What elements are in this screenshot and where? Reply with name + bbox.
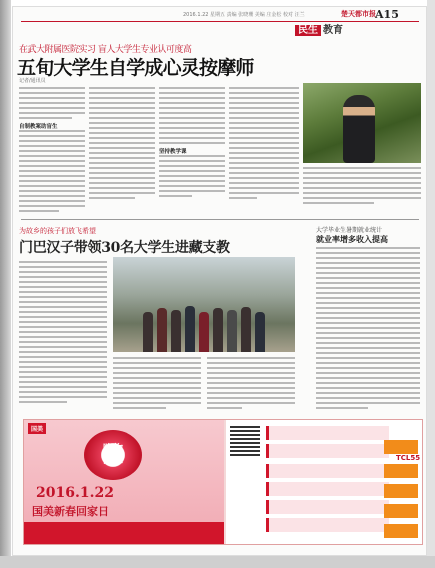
story1-photo [303, 83, 421, 163]
ad-badge [84, 430, 142, 480]
ad-offer-row [266, 444, 389, 458]
photo-subject [343, 95, 375, 163]
story1-subhead-1: 自制教案助盲生 [19, 124, 58, 130]
ad-price-tag [384, 524, 418, 538]
ad-date: 2016.1.22 [36, 485, 114, 501]
ad-offer-row [266, 482, 389, 496]
ad-slogan: 国美新春回家日 [32, 505, 109, 518]
section-label [295, 24, 343, 38]
story1-photo-caption [303, 167, 421, 207]
ad-offer-row [266, 500, 389, 514]
ad-offer-row [266, 518, 389, 532]
ad-offer-row [266, 464, 389, 478]
scan-shadow-left [0, 0, 11, 568]
header-rule [21, 21, 419, 22]
story2-headline: 门巴汉子带领30名大学生进藏支教 [19, 240, 230, 256]
story2-photo [113, 257, 295, 352]
ad-badge-line-1: 购物 [103, 444, 123, 455]
section-name: 教育 [323, 25, 343, 36]
newspaper-page [12, 6, 427, 556]
ad-left-panel [24, 420, 224, 544]
story-divider [21, 219, 419, 220]
story2-kicker: 为故乡的孩子们放飞希望 [19, 227, 96, 235]
ad-bottom-banner [24, 522, 224, 544]
page-meta-line: 2016.1.22 星期五 责编 张晓珊 美编 庄金松 校对 汪兰 [183, 12, 305, 18]
page-number: A15 [375, 8, 399, 21]
ad-right-panel [226, 420, 422, 544]
ad-badge-line-2: 回家 [103, 455, 123, 466]
sidebar-kicker: 大学毕业生暑期就业统计 [316, 227, 383, 234]
sidebar-column [316, 247, 420, 412]
scan-edge-bottom [0, 556, 435, 568]
story1-column-4 [229, 87, 299, 202]
ad-price-tag [384, 504, 418, 518]
ad-offer-row [266, 426, 389, 440]
ad-price-tag [384, 440, 418, 454]
story2-column-3 [207, 357, 295, 412]
advertisement[interactable] [23, 419, 423, 545]
story1-headline: 五旬大学生自学成心灵按摩师 [17, 57, 254, 79]
section-highlight: 民生 [295, 25, 321, 36]
story1-subhead-2: 坚持教学课 [159, 149, 187, 155]
ad-brand-logo: 国美 [28, 423, 46, 434]
qr-code-icon [230, 426, 260, 456]
scan-edge-right [427, 0, 435, 568]
story1-column-2 [89, 87, 155, 202]
story2-column-2 [113, 357, 201, 412]
story2-column-1 [19, 261, 107, 406]
sidebar-headline: 就业率增多收入提高 [316, 235, 388, 244]
ad-tcl-label: TCL55 [396, 454, 421, 462]
ad-price-tag [384, 464, 418, 478]
story1-kicker: 在武大附属医院实习 盲人大学生专业认可度高 [19, 45, 192, 55]
story1-column-3 [159, 87, 225, 200]
story1-column-1 [19, 87, 85, 215]
story1-byline: 记者/通讯员 [19, 78, 46, 84]
ad-price-tag [384, 484, 418, 498]
paper-name: 楚天都市报 [341, 10, 376, 18]
